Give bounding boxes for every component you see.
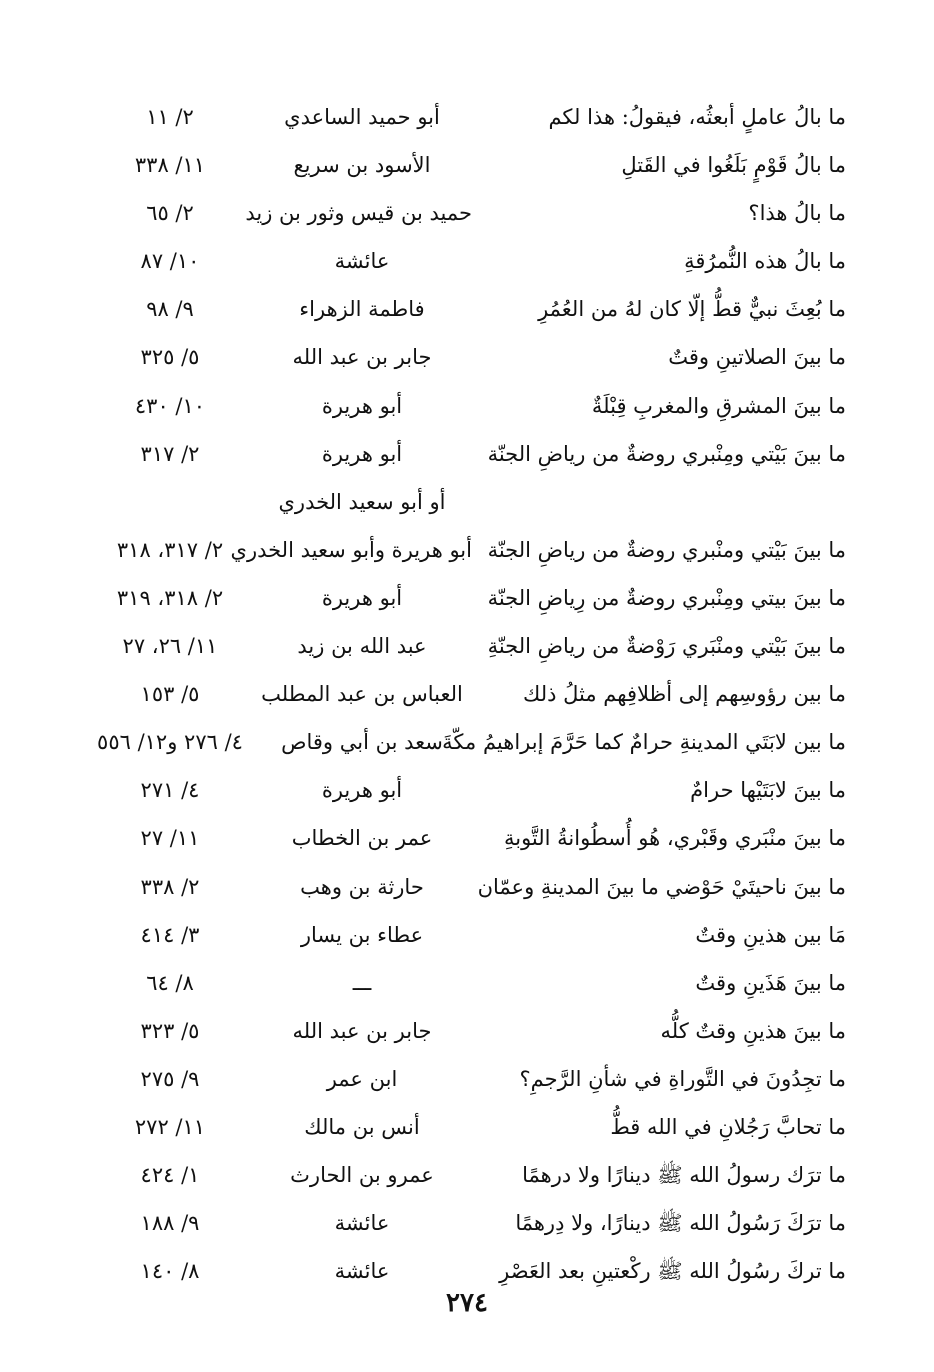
hadith-text: ما بينَ بيتي ومِنْبري روضةٌ من رِياضِ الجنّة <box>487 585 846 610</box>
narrator-name: عطاء بن يسار <box>300 922 424 947</box>
hadith-text: ما بينَ ناحيتَيْ حَوْضي ما بينَ المدينةِ وعمّان <box>477 874 846 899</box>
index-row <box>0 671 934 719</box>
volume-page-reference: ٢/ ٣١٨، ٣١٩ <box>116 585 224 610</box>
volume-page-reference: ٩/ ١٨٨ <box>140 1211 200 1236</box>
narrator-name: سعد بن أبي وقاص <box>281 730 443 755</box>
hadith-text: ما بينَ هَذَينِ وقتٌ <box>695 970 846 995</box>
narrator-name: أبو هريرة وأبو سعيد الخدري <box>230 537 472 562</box>
hadith-text: ما بينَ المشرقِ والمغربِ قِبْلَةٌ <box>591 393 846 418</box>
narrator-name: جابر بن عبد الله <box>292 1018 432 1043</box>
narrator-name: أبو هريرة <box>321 778 403 803</box>
narrator-name: أو أبو سعيد الخدري <box>278 489 446 514</box>
narrator-name: عبد الله بن زيد <box>297 634 427 659</box>
volume-page-reference: ٢/ ٣١٧ <box>140 441 200 466</box>
hadith-text: ما تركَ رسُولُ الله ﷺ ركْعتينِ بعد العَصْرِ <box>499 1259 846 1284</box>
hadith-text: ما بالُ عاملٍ أبعثُه، فيقولُ: هذا لكم <box>548 105 846 129</box>
volume-page-reference: ١٠/ ٤٣٠ <box>134 393 206 418</box>
volume-page-reference: ٥/ ١٥٣ <box>140 682 200 707</box>
index-row <box>0 286 934 334</box>
hadith-text: ما بالُ هذا؟ <box>748 201 846 226</box>
hadith-text: ما بينَ هذينِ وقتٌ كلُّه <box>660 1018 846 1043</box>
index-row <box>0 334 934 382</box>
hadith-text: ما بالُ قَوْمٍ بَلَغُوا في القَتلِ <box>621 153 846 178</box>
volume-page-reference: ٣/ ٤١٤ <box>140 922 200 947</box>
narrator-name: أبو هريرة <box>321 441 403 466</box>
hadith-text: ما بينَ لابَتَيْها حرامٌ <box>690 778 846 803</box>
narrator-name: عائشة <box>334 1211 390 1236</box>
volume-page-reference: ٨/ ٦٤ <box>146 970 194 995</box>
index-table <box>0 94 934 1296</box>
narrator-name: حارثة بن وهب <box>300 874 424 899</box>
index-row <box>0 479 934 527</box>
hadith-text: ما بُعِثَ نبيٌّ قطُّ إلّا كان لهُ من العُمُرِ <box>538 297 846 322</box>
index-row <box>0 527 934 575</box>
volume-page-reference: ١١/ ٢٧ <box>140 826 200 851</box>
index-row <box>0 1152 934 1200</box>
hadith-text: ما بالُ هذه النُّمرُقةِ <box>684 249 846 274</box>
hadith-text: ما بينَ بَيْتي ومنْبري روضةٌ من رياضِ الجنّة <box>487 537 846 562</box>
hadith-text: ما تجِدُونَ في التَّوراةِ في شأنِ الرَّجمِ؟ <box>519 1066 846 1091</box>
page-number: ٢٧٤ <box>446 1288 488 1318</box>
narrator-name: الأسود بن سريع <box>293 153 431 178</box>
volume-page-reference: ٤/ ٢٧١ <box>140 778 200 803</box>
index-row <box>0 94 934 142</box>
volume-page-reference: ٤/ ٢٧٦ و١٢/ ٥٥٦ <box>97 730 243 755</box>
volume-page-reference: ٥/ ٣٢٣ <box>140 1018 200 1043</box>
index-row <box>0 1056 934 1104</box>
volume-page-reference: ١١/ ٢٦، ٢٧ <box>122 634 218 659</box>
narrator-name: عائشة <box>334 1259 390 1284</box>
hadith-text: ما تحابَّ رَجُلانِ في الله قطُّ <box>610 1114 846 1139</box>
index-row <box>0 912 934 960</box>
narrator-name: فاطمة الزهراء <box>299 297 425 322</box>
hadith-text: ما بين لابَتَي المدينةِ حرامٌ كما حَرَّمَ إبراهيمُ مكّةَ <box>442 730 846 755</box>
narrator-name: أبو هريرة <box>321 585 403 610</box>
narrator-name: ـــ <box>352 970 372 995</box>
narrator-name: عمرو بن الحارث <box>290 1163 434 1188</box>
narrator-name: العباس بن عبد المطلب <box>261 682 463 707</box>
index-row <box>0 864 934 912</box>
volume-page-reference: ١/ ٤٢٤ <box>140 1163 200 1188</box>
hadith-text: ما بينَ منْبَري وقَبْري، هُو أُسطُوانةُ التَّوبةِ <box>503 826 846 851</box>
index-row <box>0 767 934 815</box>
volume-page-reference: ٢/ ١١ <box>146 105 194 129</box>
narrator-name: أبو هريرة <box>321 393 403 418</box>
hadith-text: مَا بين هذينِ وقتٌ <box>695 922 846 947</box>
index-row <box>0 1008 934 1056</box>
hadith-text: ما ترَك رسولُ الله ﷺ دينارًا ولا درهمًا <box>522 1163 846 1188</box>
volume-page-reference: ٢/ ٣٣٨ <box>140 874 200 899</box>
hadith-text: ما بينَ بَيْتي ومنْبَري رَوْضةٌ من رياضِ الجنّةِ <box>487 634 846 659</box>
hadith-text: ما بينَ بَيْتي ومِنْبري روضةٌ من رياضِ الجنّة <box>487 441 846 466</box>
narrator-name: ابن عمر <box>326 1066 398 1091</box>
narrator-name: أنس بن مالك <box>304 1114 420 1139</box>
index-row <box>0 960 934 1008</box>
index-row <box>0 1104 934 1152</box>
index-row <box>0 238 934 286</box>
narrator-name: عائشة <box>334 249 390 274</box>
hadith-text: ما بين رؤوسِهم إلى أظلافِهم مثلُ ذلك <box>523 682 846 707</box>
index-row <box>0 575 934 623</box>
hadith-text: ما بينَ الصلاتينِ وقتٌ <box>668 345 846 370</box>
index-row <box>0 190 934 238</box>
volume-page-reference: ٩/ ٩٨ <box>146 297 194 322</box>
narrator-name: حميد بن قيس وثور بن زيد <box>245 201 472 226</box>
narrator-name: أبو حميد الساعدي <box>284 105 440 129</box>
volume-page-reference: ٥/ ٣٢٥ <box>140 345 200 370</box>
volume-page-reference: ١١/ ٣٣٨ <box>134 153 206 178</box>
volume-page-reference: ٢/ ٣١٧، ٣١٨ <box>116 537 224 562</box>
narrator-name: جابر بن عبد الله <box>292 345 432 370</box>
index-row <box>0 431 934 479</box>
index-row <box>0 1200 934 1248</box>
hadith-text: ما ترَكَ رَسُولُ الله ﷺ دينارًا، ولا دِرهمًا <box>515 1211 846 1236</box>
volume-page-reference: ١٠/ ٨٧ <box>140 249 200 274</box>
index-row <box>0 383 934 431</box>
volume-page-reference: ٩/ ٢٧٥ <box>140 1066 200 1091</box>
index-row <box>0 719 934 767</box>
index-row <box>0 142 934 190</box>
index-row <box>0 815 934 863</box>
index-row <box>0 623 934 671</box>
volume-page-reference: ٢/ ٦٥ <box>146 201 194 226</box>
volume-page-reference: ١١/ ٢٧٢ <box>134 1114 206 1139</box>
volume-page-reference: ٨/ ١٤٠ <box>140 1259 200 1284</box>
narrator-name: عمر بن الخطاب <box>291 826 433 851</box>
